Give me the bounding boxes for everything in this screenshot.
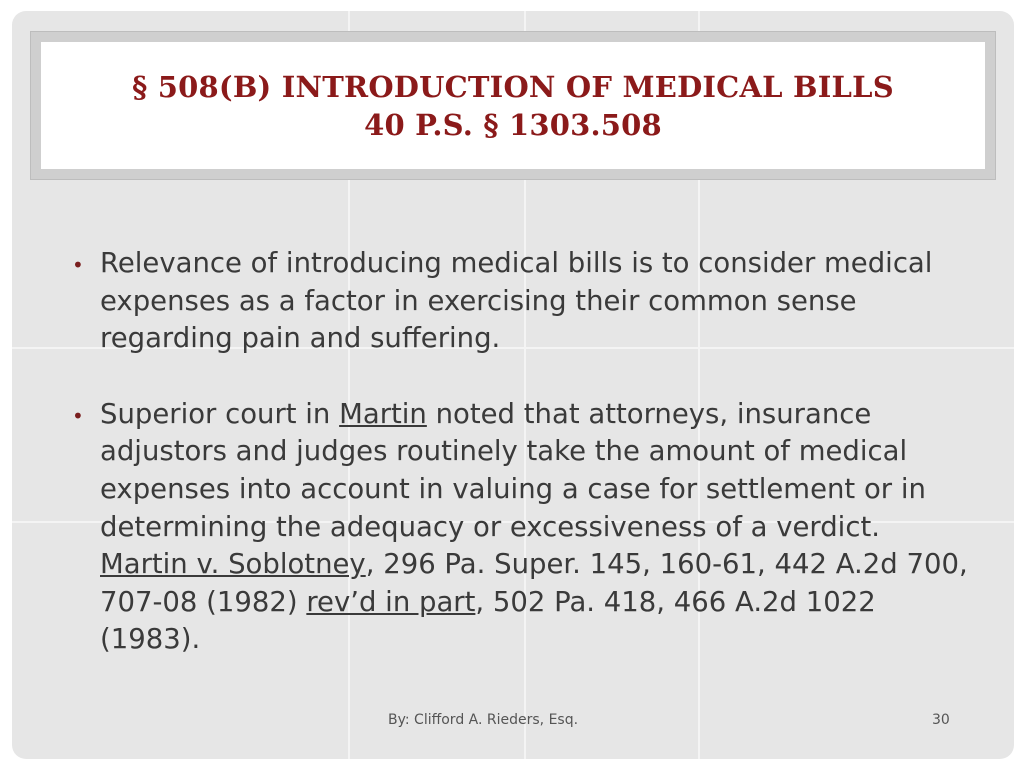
bullet-item	[72, 396, 972, 659]
slide-title: § 508(B) INTRODUCTION OF MEDICAL BILLS	[132, 69, 894, 104]
slide-subtitle: 40 P.S. § 1303.508	[364, 107, 662, 142]
page-number: 30	[932, 712, 950, 728]
case-citation-link[interactable]: Martin v. Soblotney	[100, 548, 366, 581]
case-reference-link[interactable]: Martin	[339, 397, 427, 430]
slide	[12, 11, 1014, 759]
bullet-text: Relevance of introducing medical bills is to consider medical expenses as a factor in exercising their common sense regarding pain and suffering.	[100, 247, 933, 355]
title-frame	[30, 31, 996, 180]
reversed-in-part-link[interactable]: rev’d in part	[306, 585, 476, 618]
bullet-text-part: noted that attorneys, insurance adjustors and judges routinely take the amount of medical expenses into account in valuing a case for settlement or in determining the adequacy or excessiveness of a verdict.	[100, 397, 926, 543]
footer-author: By: Clifford A. Rieders, Esq.	[388, 712, 579, 728]
bullet-item	[72, 245, 972, 358]
bullet-list	[72, 245, 972, 697]
bullet-icon: •	[72, 253, 84, 277]
bullet-text-part: Superior court in	[100, 397, 340, 430]
bullet-icon: •	[72, 403, 84, 428]
bullet-text-part: , 296 Pa. Super. 145, 160-61, 442 A.2d 700, 707-08 (1982)	[100, 548, 968, 618]
bullet-text-part: , 502 Pa. 418, 466 A.2d 1022 (1983).	[100, 585, 876, 656]
title-box	[41, 42, 985, 169]
